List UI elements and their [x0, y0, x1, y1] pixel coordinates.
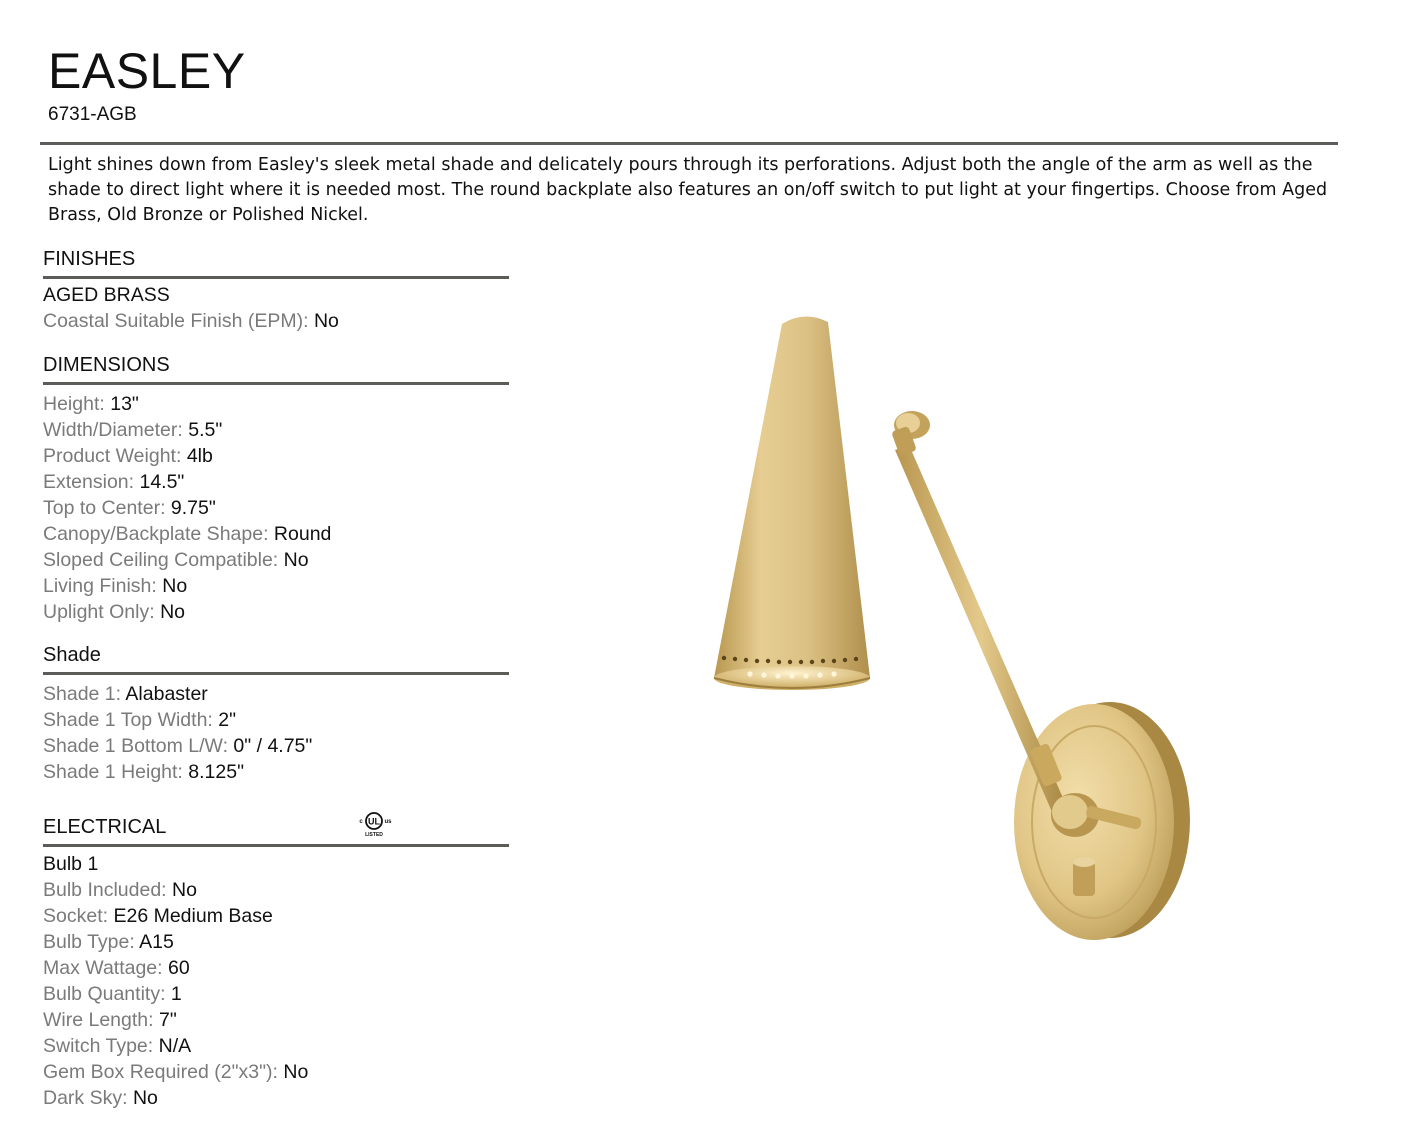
- bulb-heading: Bulb 1: [43, 853, 99, 875]
- spec-label: Height:: [43, 393, 105, 415]
- spec-row: [43, 1033, 509, 1059]
- spec-row: [43, 1007, 509, 1033]
- ul-logo-us: us: [384, 819, 392, 825]
- electrical-section: [43, 814, 509, 1111]
- shade-heading: Shade: [43, 644, 101, 666]
- spec-value: Alabaster: [125, 683, 208, 705]
- ul-logo-text: UL: [368, 816, 380, 827]
- dimensions-heading: DIMENSIONS: [43, 354, 170, 376]
- finishes-divider: [43, 276, 509, 279]
- spec-value: 5.5": [188, 419, 223, 441]
- spec-value: 2": [218, 709, 237, 731]
- product-description: Light shines down from Easley's sleek metal shade and delicately pours through its perforations. Adjust both the angle of the arm as well as the shade to direct light where it is needed most. The round backplate also features an on/off switch to put light at your fingertips. Choose from Aged Brass, Old Bronze or Polished Nickel.: [48, 155, 1328, 225]
- spec-row: [43, 981, 509, 1007]
- switch-knob: [1073, 857, 1095, 896]
- spec-row: [43, 308, 509, 334]
- backplate: [1014, 702, 1190, 940]
- spec-value: 4lb: [186, 445, 213, 467]
- spec-label: Top to Center:: [43, 497, 166, 519]
- spec-row: [43, 599, 509, 625]
- spec-label: Extension:: [43, 471, 135, 493]
- ul-logo-c: c: [359, 819, 363, 825]
- spec-label: Shade 1 Height:: [43, 761, 183, 783]
- spec-row: [43, 759, 509, 785]
- spec-label: Coastal Suitable Finish (EPM):: [43, 310, 309, 332]
- spec-row: [43, 1059, 509, 1085]
- spec-row: [43, 733, 509, 759]
- electrical-heading: ELECTRICAL: [43, 816, 167, 838]
- spec-value: 0" / 4.75": [233, 735, 313, 757]
- spec-label: Dark Sky:: [43, 1087, 128, 1109]
- spec-row: [43, 391, 509, 417]
- spec-value: Round: [273, 523, 332, 545]
- spec-row: [43, 495, 509, 521]
- shade-divider: [43, 672, 509, 675]
- spec-list: [43, 877, 509, 1111]
- spec-row: [43, 443, 509, 469]
- spec-label: Product Weight:: [43, 445, 182, 467]
- spec-row: [43, 547, 509, 573]
- spec-list: [43, 681, 509, 785]
- spec-label: Switch Type:: [43, 1035, 154, 1057]
- spec-label: Shade 1:: [43, 683, 122, 705]
- spec-label: Max Wattage:: [43, 957, 163, 979]
- spec-label: Sloped Ceiling Compatible:: [43, 549, 279, 571]
- spec-value: No: [283, 549, 309, 571]
- spec-value: N/A: [158, 1035, 192, 1057]
- finishes-section: [43, 246, 509, 334]
- spec-row: [43, 469, 509, 495]
- ul-logo-listed: LISTED: [365, 832, 383, 838]
- spec-value: No: [132, 1087, 158, 1109]
- spec-row: [43, 707, 509, 733]
- spec-row: [43, 903, 509, 929]
- spec-row: [43, 929, 509, 955]
- finish-name: AGED BRASS: [43, 284, 170, 306]
- product-title: EASLEY: [48, 43, 246, 99]
- spec-row: [43, 573, 509, 599]
- product-sku: 6731-AGB: [48, 104, 137, 125]
- spec-value: No: [313, 310, 339, 332]
- spec-label: Bulb Type:: [43, 931, 135, 953]
- spec-value: No: [160, 601, 185, 623]
- spec-value: 8.125": [188, 761, 245, 783]
- spec-row: [43, 955, 509, 981]
- dimensions-section: [43, 352, 509, 625]
- spec-label: Uplight Only:: [43, 601, 155, 623]
- spec-label: Socket:: [43, 905, 109, 927]
- dimensions-divider: [43, 382, 509, 385]
- spec-label: Gem Box Required (2"x3"):: [43, 1061, 278, 1083]
- spec-row: [43, 1085, 509, 1111]
- finishes-heading: FINISHES: [43, 248, 136, 270]
- header-divider: [40, 142, 1338, 145]
- spec-value: No: [172, 879, 197, 901]
- electrical-divider: [43, 844, 509, 847]
- spec-value: 60: [168, 957, 190, 979]
- spec-list: [43, 391, 509, 625]
- spec-label: Shade 1 Bottom L/W:: [43, 735, 228, 757]
- spec-value: 7": [158, 1009, 177, 1031]
- spec-label: Bulb Quantity:: [43, 983, 166, 1005]
- spec-value: A15: [139, 931, 174, 953]
- spec-value: 1: [170, 983, 182, 1005]
- lamp-shade: [714, 316, 870, 690]
- spec-label: Width/Diameter:: [43, 419, 183, 441]
- spec-row: [43, 681, 509, 707]
- ul-listed-logo: [355, 810, 399, 840]
- spec-value: 9.75": [170, 497, 216, 519]
- spec-value: No: [283, 1061, 309, 1083]
- spec-row: [43, 521, 509, 547]
- product-image-sconce: [690, 300, 1210, 960]
- spec-label: Bulb Included:: [43, 879, 167, 901]
- spec-value: 14.5": [139, 471, 185, 493]
- spec-label: Living Finish:: [43, 575, 157, 597]
- spec-value: 13": [110, 393, 139, 415]
- spec-label: Shade 1 Top Width:: [43, 709, 213, 731]
- spec-row: [43, 877, 509, 903]
- adjustable-arm: [895, 445, 1066, 812]
- spec-value: E26 Medium Base: [113, 905, 273, 927]
- spec-label: Wire Length:: [43, 1009, 154, 1031]
- spec-value: No: [162, 575, 188, 597]
- shade-section: [43, 642, 509, 785]
- spec-label: Canopy/Backplate Shape:: [43, 523, 269, 545]
- spec-row: [43, 417, 509, 443]
- spec-list: [43, 308, 509, 334]
